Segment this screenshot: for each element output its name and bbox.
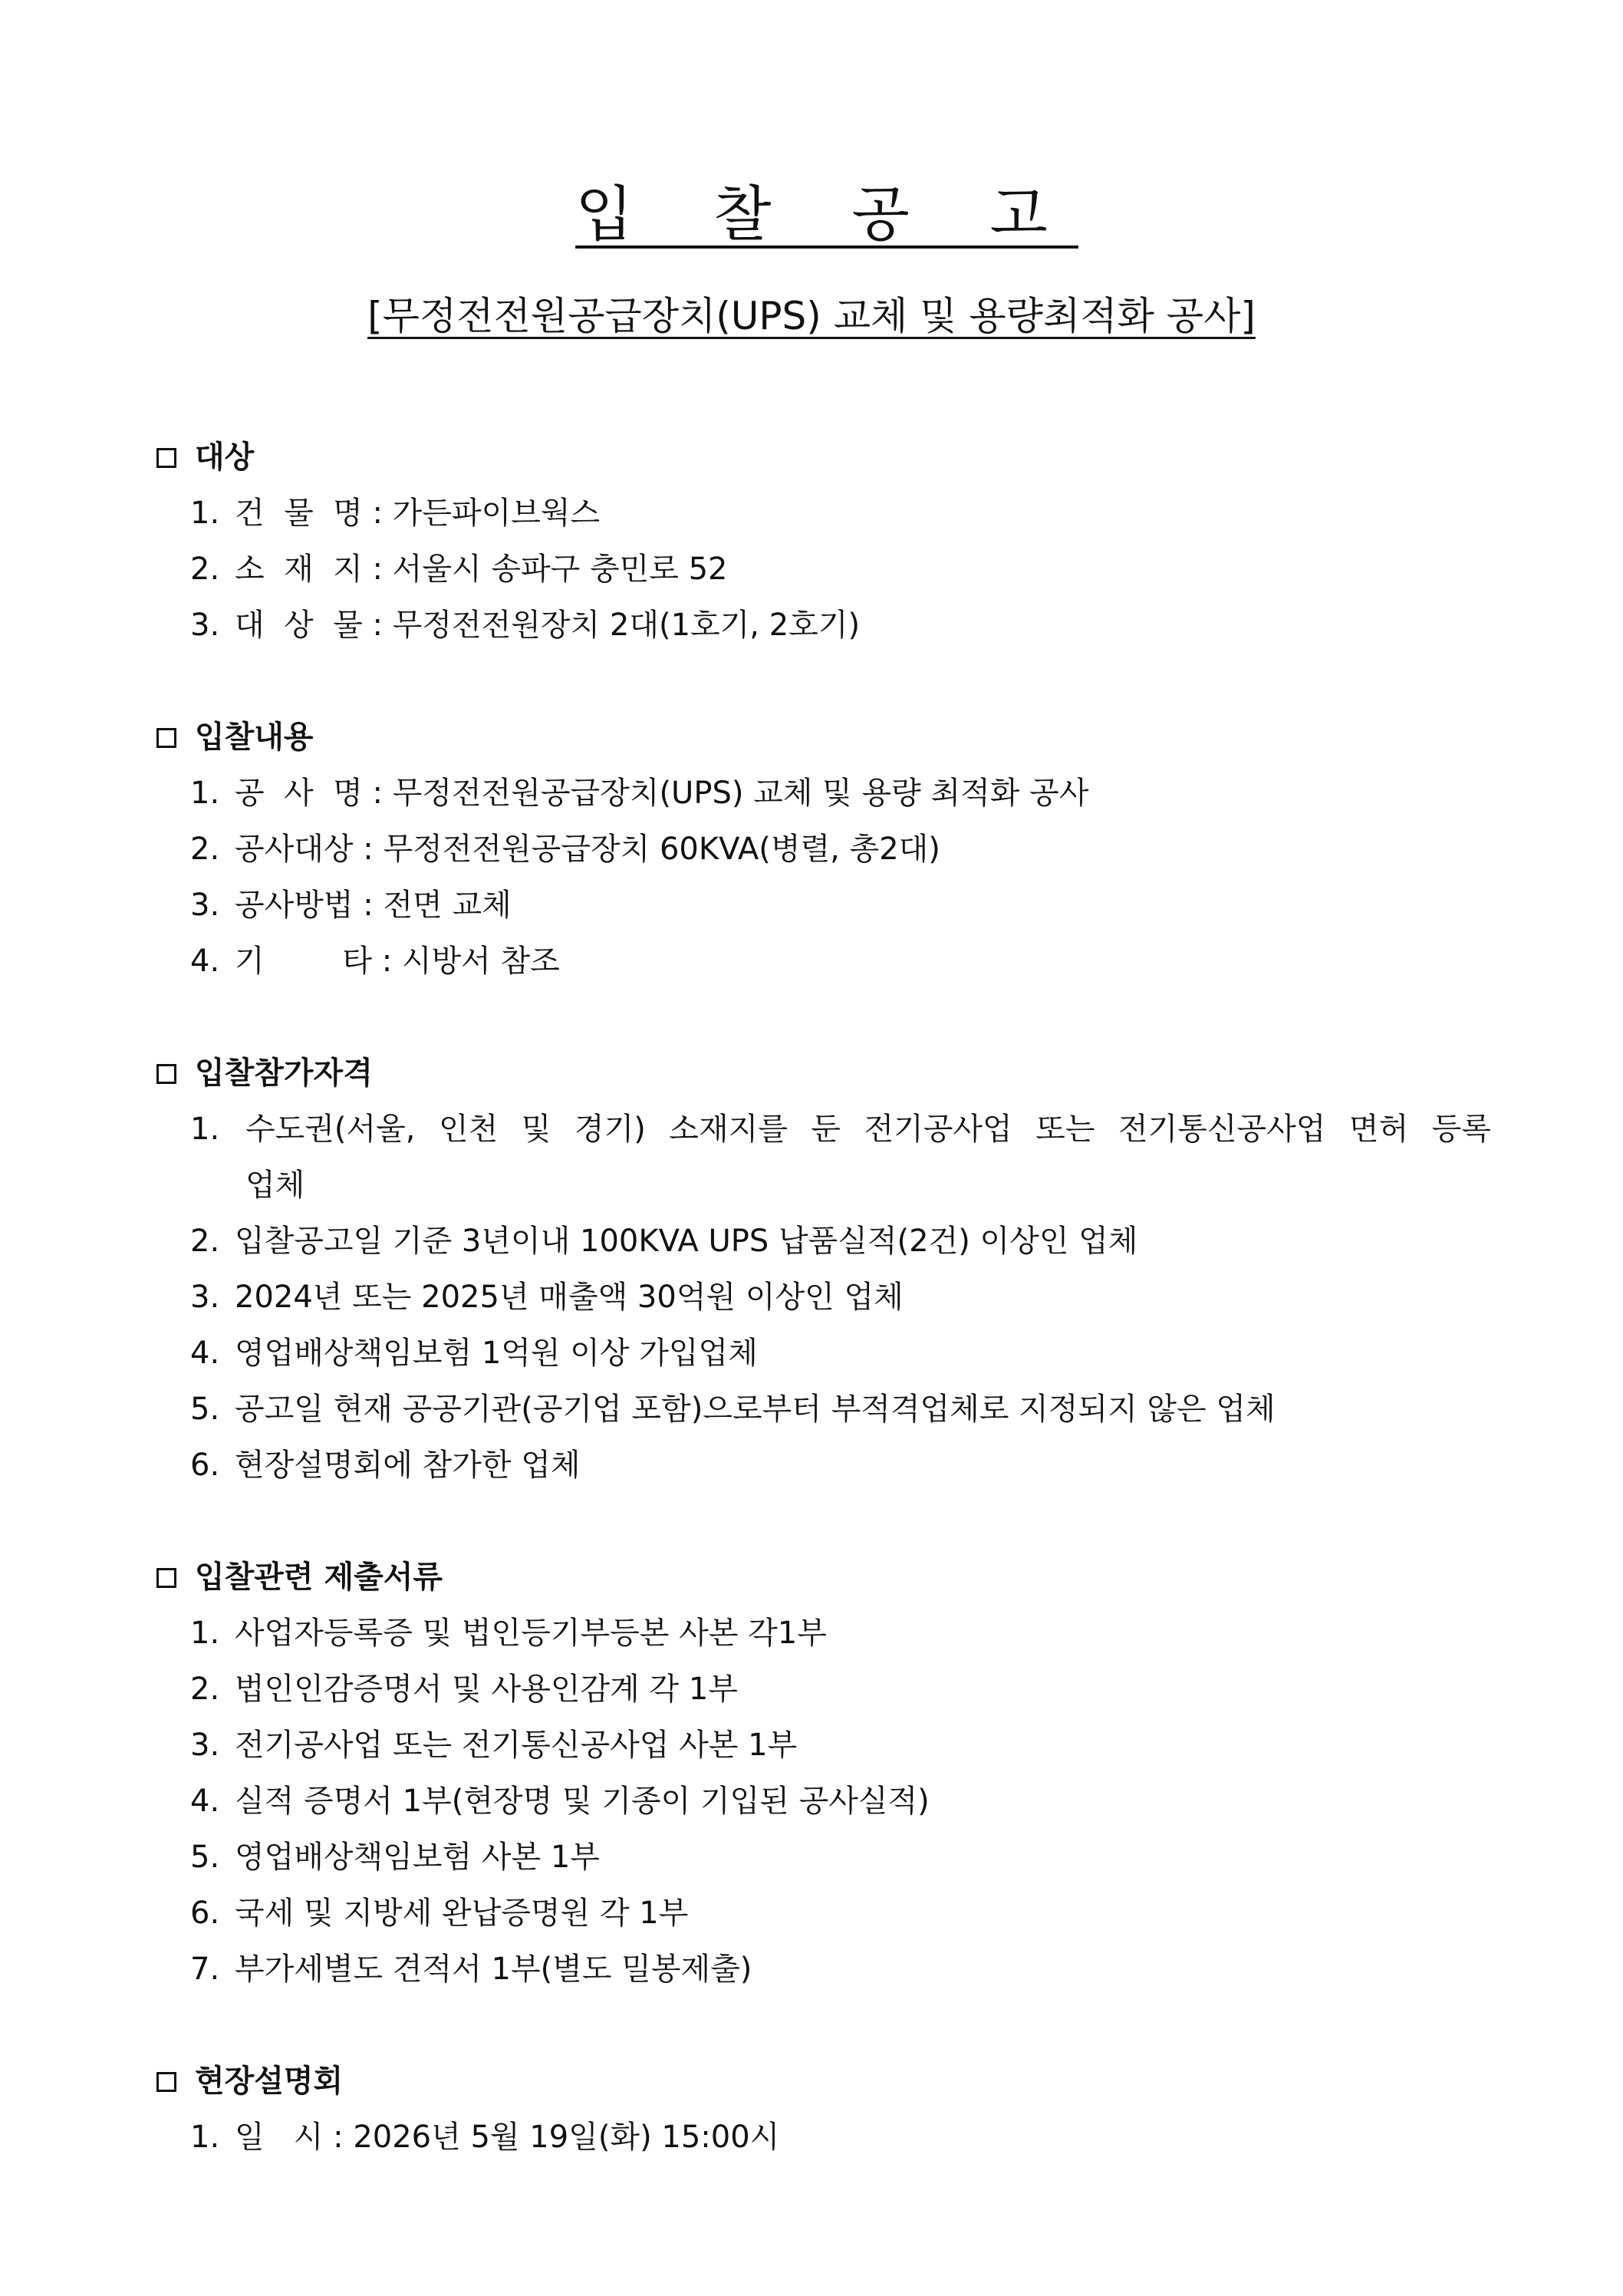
checkbox-square-icon [156,728,176,748]
section-heading: 입찰내용 [156,710,1491,766]
section-heading: 현장설명회 [156,2054,1491,2110]
checkbox-square-icon [156,2072,176,2092]
list-item: 2. 소 재 지 : 서울시 송파구 충민로 52 [190,552,728,587]
section-qualifications [156,1046,1491,1494]
list-item: 6. 국세 및 지방세 완납증명원 각 1부 [190,1896,689,1931]
section-heading: 대상 [156,430,1491,486]
list-item: 5. 영업배상책임보험 사본 1부 [190,1840,600,1875]
notice-subtitle: [무정전전원공급장치(UPS) 교체 및 용량최적화 공사] [367,294,1256,338]
section-target [156,430,1491,654]
list-item: 1. 수도권(서울, 인천 및 경기) 소재지를 둔 전기공사업 또는 전기통신공사업 면허 등록 업체 [190,1112,1491,1203]
section-required-documents [156,1550,1491,1998]
section-heading: 입찰참가자격 [156,1046,1491,1102]
list-item: 4. 실적 증명서 1부(현장명 및 기종이 기입된 공사실적) [190,1784,930,1819]
section-site-briefing [156,2054,1491,2166]
list-item: 1. 일 시 : 2026년 5월 19일(화) 15:00시 [190,2120,780,2155]
list-item: 4. 기 타 : 시방서 참조 [190,944,560,979]
list-item: 2. 법인인감증명서 및 사용인감계 각 1부 [190,1672,738,1707]
list-item: 1. 사업자등록증 및 법인등기부등본 사본 각1부 [190,1616,827,1651]
list-item: 6. 현장설명회에 참가한 업체 [190,1448,581,1483]
section-heading: 입찰관련 제출서류 [156,1550,1491,1606]
list-item: 3. 대 상 물 : 무정전전원장치 2대(1호기, 2호기) [190,608,861,643]
list-item: 3. 2024년 또는 2025년 매출액 30억원 이상인 업체 [190,1280,904,1315]
notice-body [156,430,1491,2222]
list-item: 1. 건 물 명 : 가든파이브웍스 [190,496,601,531]
list-item: 4. 영업배상책임보험 1억원 이상 가입업체 [190,1336,758,1371]
list-item: 2. 입찰공고일 기준 3년이내 100KVA UPS 납품실적(2건) 이상인 업체 [190,1224,1138,1259]
list-item: 3. 공사방법 : 전면 교체 [190,888,512,923]
list-item: 5. 공고일 현재 공공기관(공기업 포함)으로부터 부적격업체로 지정되지 않은 업체 [190,1392,1276,1427]
list-item: 3. 전기공사업 또는 전기통신공사업 사본 1부 [190,1728,798,1763]
section-bid-contents [156,710,1491,990]
list-item: 7. 부가세별도 견적서 1부(별도 밀봉제출) [190,1952,752,1987]
checkbox-square-icon [156,1568,176,1588]
list-item: 2. 공사대상 : 무정전전원공급장치 60KVA(병렬, 총2대) [190,832,940,867]
checkbox-square-icon [156,448,176,468]
list-item: 1. 공 사 명 : 무정전전원공급장치(UPS) 교체 및 용량 최적화 공사 [190,776,1089,811]
notice-title: 입 찰 공 고 [575,180,1078,249]
checkbox-square-icon [156,1064,176,1084]
